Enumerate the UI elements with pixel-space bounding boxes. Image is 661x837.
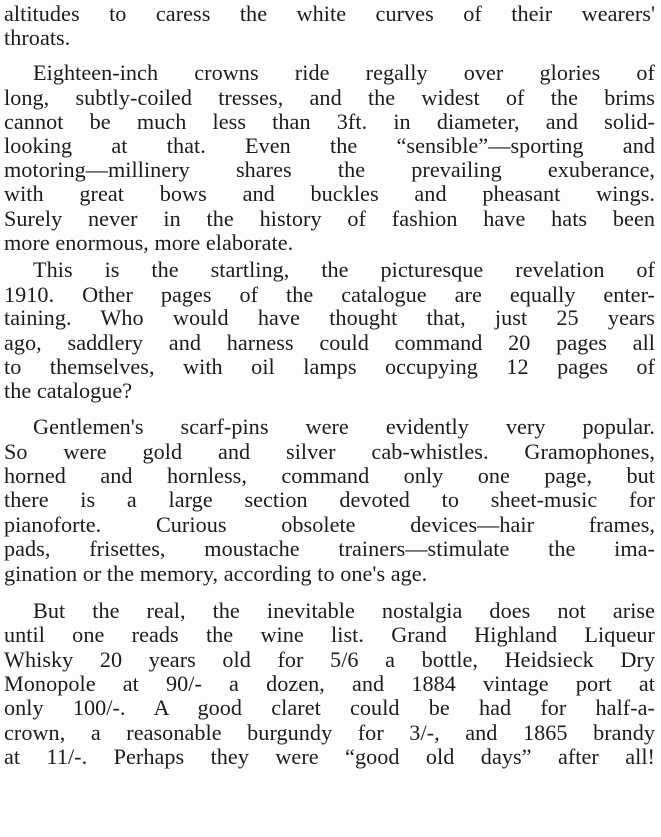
text-line: So were gold and silver cab-whistles. Gramophones, <box>4 439 655 464</box>
text-line: horned and hornless, command only one page, but <box>4 463 655 488</box>
text-line: Surely never in the history of fashion have hats been <box>4 206 655 231</box>
text-line: looking at that. Even the “sensible”—sporting and <box>4 133 655 158</box>
text-line: ago, saddlery and harness could command 20 pages all <box>4 330 655 355</box>
text-line: 1910. Other pages of the catalogue are equally enter- <box>4 282 655 307</box>
text-line: pianoforte. Curious obsolete devices—hair frames, <box>4 512 655 537</box>
paragraph-first-line: Eighteen-inch crowns ride regally over glories of <box>33 60 655 85</box>
text-line: taining. Who would have thought that, just 25 years <box>4 305 655 330</box>
text-line: altitudes to caress the white curves of their wearers' <box>4 1 655 26</box>
paragraph-first-line: This is the startling, the picturesque revelation of <box>33 257 655 282</box>
text-line: Whisky 20 years old for 5/6 a bottle, Heidsieck Dry <box>4 647 655 672</box>
text-line: until one reads the wine list. Grand Highland Liqueur <box>4 622 655 647</box>
text-line: cannot be much less than 3ft. in diameter, and solid- <box>4 109 655 134</box>
text-line: there is a large section devoted to sheet-music for <box>4 487 655 512</box>
paragraph-first-line: But the real, the inevitable nostalgia does not arise <box>33 598 655 623</box>
text-line: long, subtly-coiled tresses, and the widest of the brims <box>4 85 655 110</box>
text-line: crown, a reasonable burgundy for 3/-, and 1865 brandy <box>4 720 655 745</box>
text-line: more enormous, more elaborate. <box>4 230 294 255</box>
paragraph-first-line: Gentlemen's scarf-pins were evidently very popular. <box>33 414 655 439</box>
text-line: only 100/-. A good claret could be had for half-a- <box>4 695 655 720</box>
text-line: Monopole at 90/- a dozen, and 1884 vintage port at <box>4 671 655 696</box>
text-line: to themselves, with oil lamps occupying 12 pages of <box>4 354 655 379</box>
text-line: pads, frisettes, moustache trainers—stimulate the ima- <box>4 536 655 561</box>
text-line: motoring—millinery shares the prevailing exuberance, <box>4 157 655 182</box>
text-line: the catalogue? <box>4 378 133 403</box>
text-line: at 11/-. Perhaps they were “good old days” after all! <box>4 744 655 769</box>
text-line: with great bows and buckles and pheasant wings. <box>4 181 655 206</box>
text-line: throats. <box>4 25 71 50</box>
text-line: gination or the memory, according to one's age. <box>4 561 428 586</box>
